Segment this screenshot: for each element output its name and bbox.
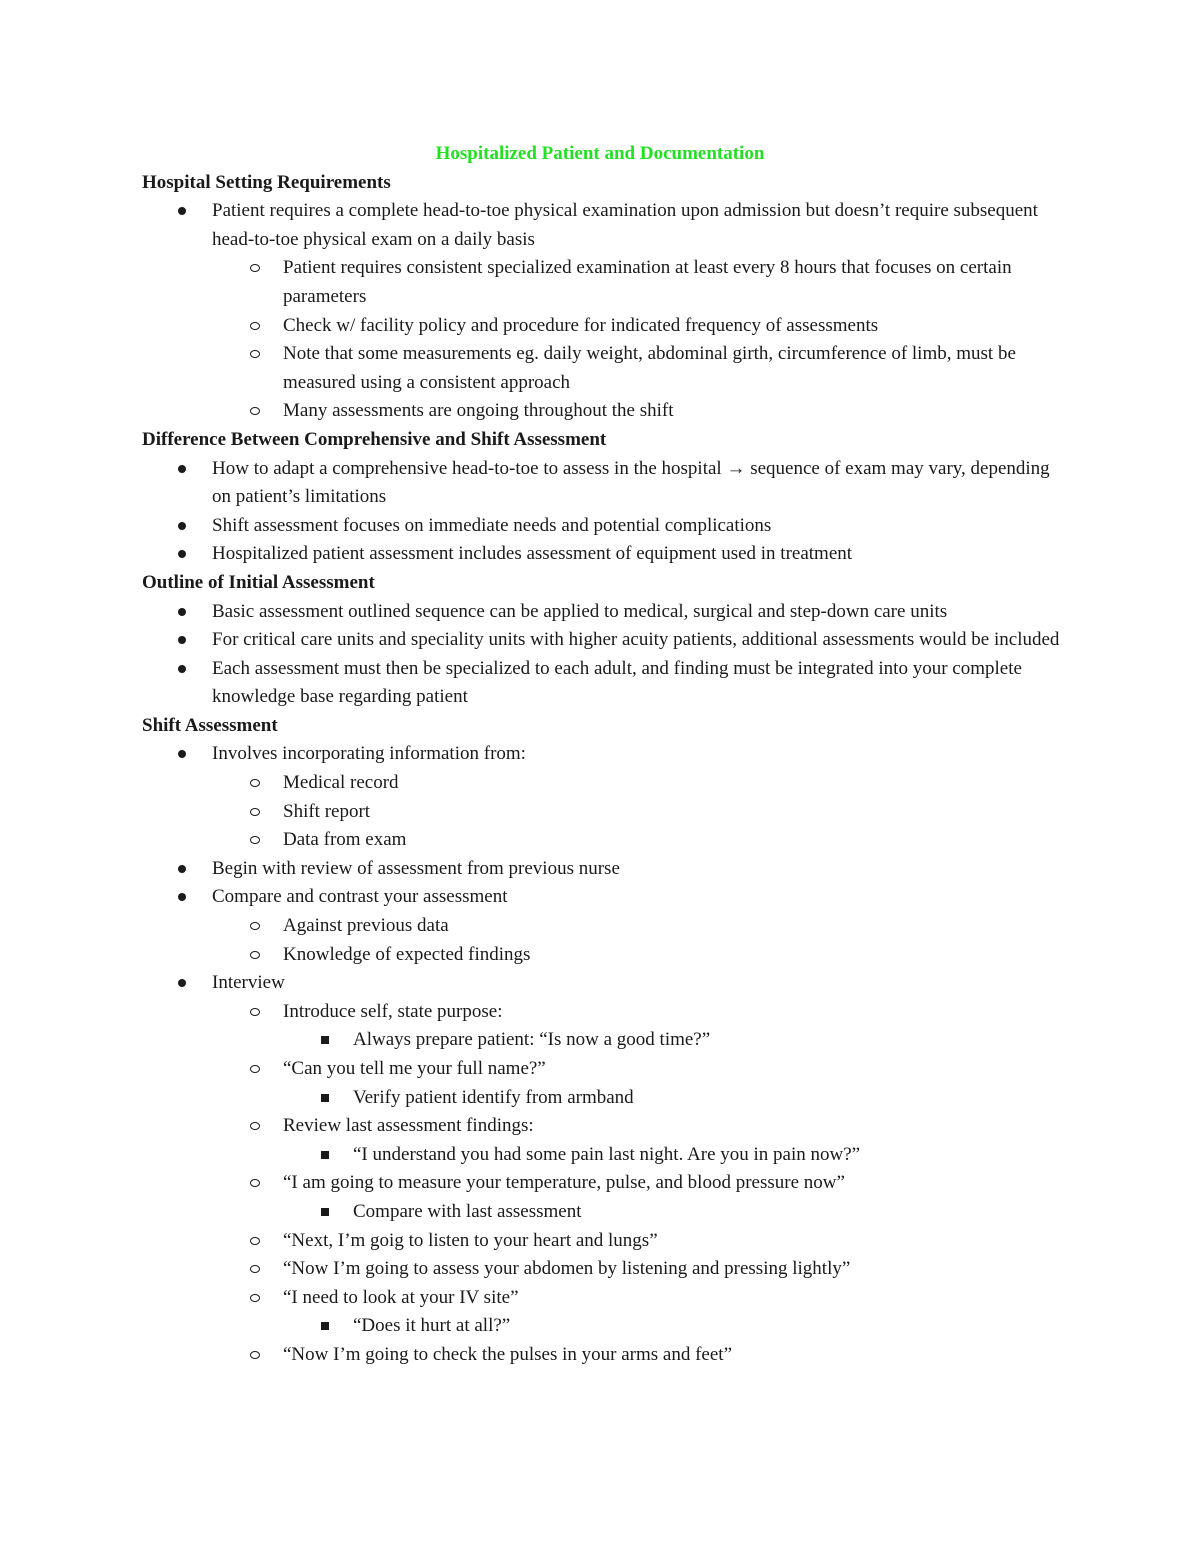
bullet-shape (178, 893, 186, 901)
list-item (142, 1026, 1062, 1055)
list-item-text: “Does it hurt at all?” (353, 1315, 511, 1337)
list-item (142, 912, 1062, 941)
bullet-shape (250, 1122, 260, 1130)
list-item (142, 1084, 1062, 1113)
list-item (142, 969, 1062, 998)
list-item-text: Hospitalized patient assessment includes assessment of equipment used in treatment (212, 543, 853, 565)
list-item-text: Knowledge of expected findings (283, 943, 531, 965)
bullet-shape (250, 779, 260, 787)
bullet-shape (178, 522, 186, 530)
list-item-text: “I need to look at your IV site” (283, 1286, 519, 1308)
list-item-text: Review last assessment findings: (283, 1115, 534, 1137)
bullet-shape (250, 1065, 260, 1073)
list-item-text: For critical care units and speciality units with higher acuity patients, additional assessments would be included (212, 629, 1060, 651)
list-item-text: Shift report (283, 800, 371, 822)
bullet-shape (321, 1094, 329, 1102)
bullet-shape (321, 1322, 329, 1330)
sections-container (142, 169, 1062, 1370)
bullet-shape (178, 750, 186, 758)
bullet-shape (250, 922, 260, 930)
bullet-shape (250, 1351, 260, 1359)
bullet-shape (250, 264, 260, 272)
list-item (142, 1227, 1062, 1256)
list-item (142, 340, 1062, 397)
list-item-text: Shift assessment focuses on immediate needs and potential complications (212, 514, 772, 536)
list-item-text: Involves incorporating information from: (212, 743, 526, 765)
list-item (142, 826, 1062, 855)
bullet-shape (178, 865, 186, 873)
list-item-text: Patient requires consistent specialized examination at least every 8 hours that focuses on certain parameters (283, 257, 1012, 307)
list-item (142, 1169, 1062, 1198)
section-list (142, 740, 1062, 1369)
list-item (142, 455, 1062, 512)
list-item-text: “Now I’m going to assess your abdomen by listening and pressing lightly” (283, 1258, 851, 1280)
list-item-text: Data from exam (283, 829, 407, 851)
section-heading: Difference Between Comprehensive and Shift Assessment (142, 428, 607, 450)
bullet-shape (250, 1179, 260, 1187)
list-item-text: Compare and contrast your assessment (212, 886, 508, 908)
section-list (142, 455, 1062, 569)
section-heading: Shift Assessment (142, 714, 278, 736)
bullet-shape (250, 808, 260, 816)
list-item (142, 798, 1062, 827)
list-item-text: “Now I’m going to check the pulses in your arms and feet” (283, 1343, 733, 1365)
list-item-text: Begin with review of assessment from previous nurse (212, 857, 620, 879)
list-item (142, 598, 1062, 627)
list-item-text: Against previous data (283, 915, 449, 937)
bullet-shape (178, 207, 186, 215)
bullet-shape (178, 979, 186, 987)
bullet-shape (250, 1294, 260, 1302)
list-item-text: Interview (212, 972, 285, 994)
list-item-text: Always prepare patient: “Is now a good time?” (353, 1029, 711, 1051)
document-title: Hospitalized Patient and Documentation (435, 143, 765, 164)
list-item (142, 769, 1062, 798)
list-item (142, 512, 1062, 541)
list-item (142, 1284, 1062, 1313)
section-heading: Hospital Setting Requirements (142, 171, 391, 193)
section-list (142, 598, 1062, 712)
bullet-shape (250, 1008, 260, 1016)
bullet-shape (250, 1265, 260, 1273)
bullet-shape (178, 465, 186, 473)
list-item (142, 1255, 1062, 1284)
list-item-text: Many assessments are ongoing throughout the shift (283, 400, 674, 422)
section-list (142, 197, 1062, 426)
list-item-text: “I understand you had some pain last night. Are you in pain now?” (353, 1143, 861, 1165)
list-item (142, 254, 1062, 311)
list-item-text: Note that some measurements eg. daily weight, abdominal girth, circumference of limb, must be measured using a consistent approach (283, 343, 1016, 393)
list-item (142, 1141, 1062, 1170)
bullet-shape (321, 1036, 329, 1044)
bullet-shape (250, 350, 260, 358)
list-item (142, 998, 1062, 1027)
list-item (142, 855, 1062, 884)
list-item (142, 312, 1062, 341)
list-item-text: “Next, I’m goig to listen to your heart and lungs” (283, 1229, 658, 1251)
list-item (142, 1112, 1062, 1141)
list-item-text: Check w/ facility policy and procedure for indicated frequency of assessments (283, 314, 879, 336)
list-item (142, 655, 1062, 712)
list-item (142, 1312, 1062, 1341)
section-heading: Outline of Initial Assessment (142, 571, 375, 593)
bullet-shape (250, 407, 260, 415)
list-item-text: Compare with last assessment (353, 1200, 582, 1222)
list-item-text: Patient requires a complete head-to-toe physical examination upon admission but doesn’t require subsequent head-to-toe physical exam on a daily basis (212, 200, 1038, 250)
list-item-text: Basic assessment outlined sequence can be applied to medical, surgical and step-down care units (212, 600, 948, 622)
list-item-text: Each assessment must then be specialized to each adult, and finding must be integrated into your complete knowledge base regarding patient (212, 657, 1022, 708)
list-item (142, 1341, 1062, 1370)
list-item (142, 941, 1062, 970)
bullet-shape (178, 665, 186, 673)
list-item-text: How to adapt a comprehensive head-to-toe to assess in the hospital → sequence of exam may vary, depending on patient’s limitations (212, 457, 1050, 508)
list-item (142, 540, 1062, 569)
bullet-shape (250, 1237, 260, 1245)
bullet-shape (321, 1151, 329, 1159)
list-item (142, 626, 1062, 655)
list-item (142, 1055, 1062, 1084)
bullet-shape (178, 608, 186, 616)
list-item (142, 1198, 1062, 1227)
bullet-shape (250, 951, 260, 959)
list-item-text: Verify patient identify from armband (353, 1086, 634, 1108)
list-item (142, 397, 1062, 426)
list-item (142, 740, 1062, 769)
bullet-shape (178, 550, 186, 558)
bullet-shape (178, 636, 186, 644)
list-item (142, 883, 1062, 912)
list-item (142, 197, 1062, 254)
bullet-shape (250, 322, 260, 330)
list-item-text: Introduce self, state purpose: (283, 1000, 503, 1022)
list-item-text: “Can you tell me your full name?” (283, 1058, 546, 1079)
bullet-shape (250, 836, 260, 844)
list-item-text: “I am going to measure your temperature, pulse, and blood pressure now” (283, 1172, 845, 1194)
document-body (142, 140, 1062, 1370)
bullet-shape (321, 1208, 329, 1216)
list-item-text: Medical record (283, 772, 399, 794)
